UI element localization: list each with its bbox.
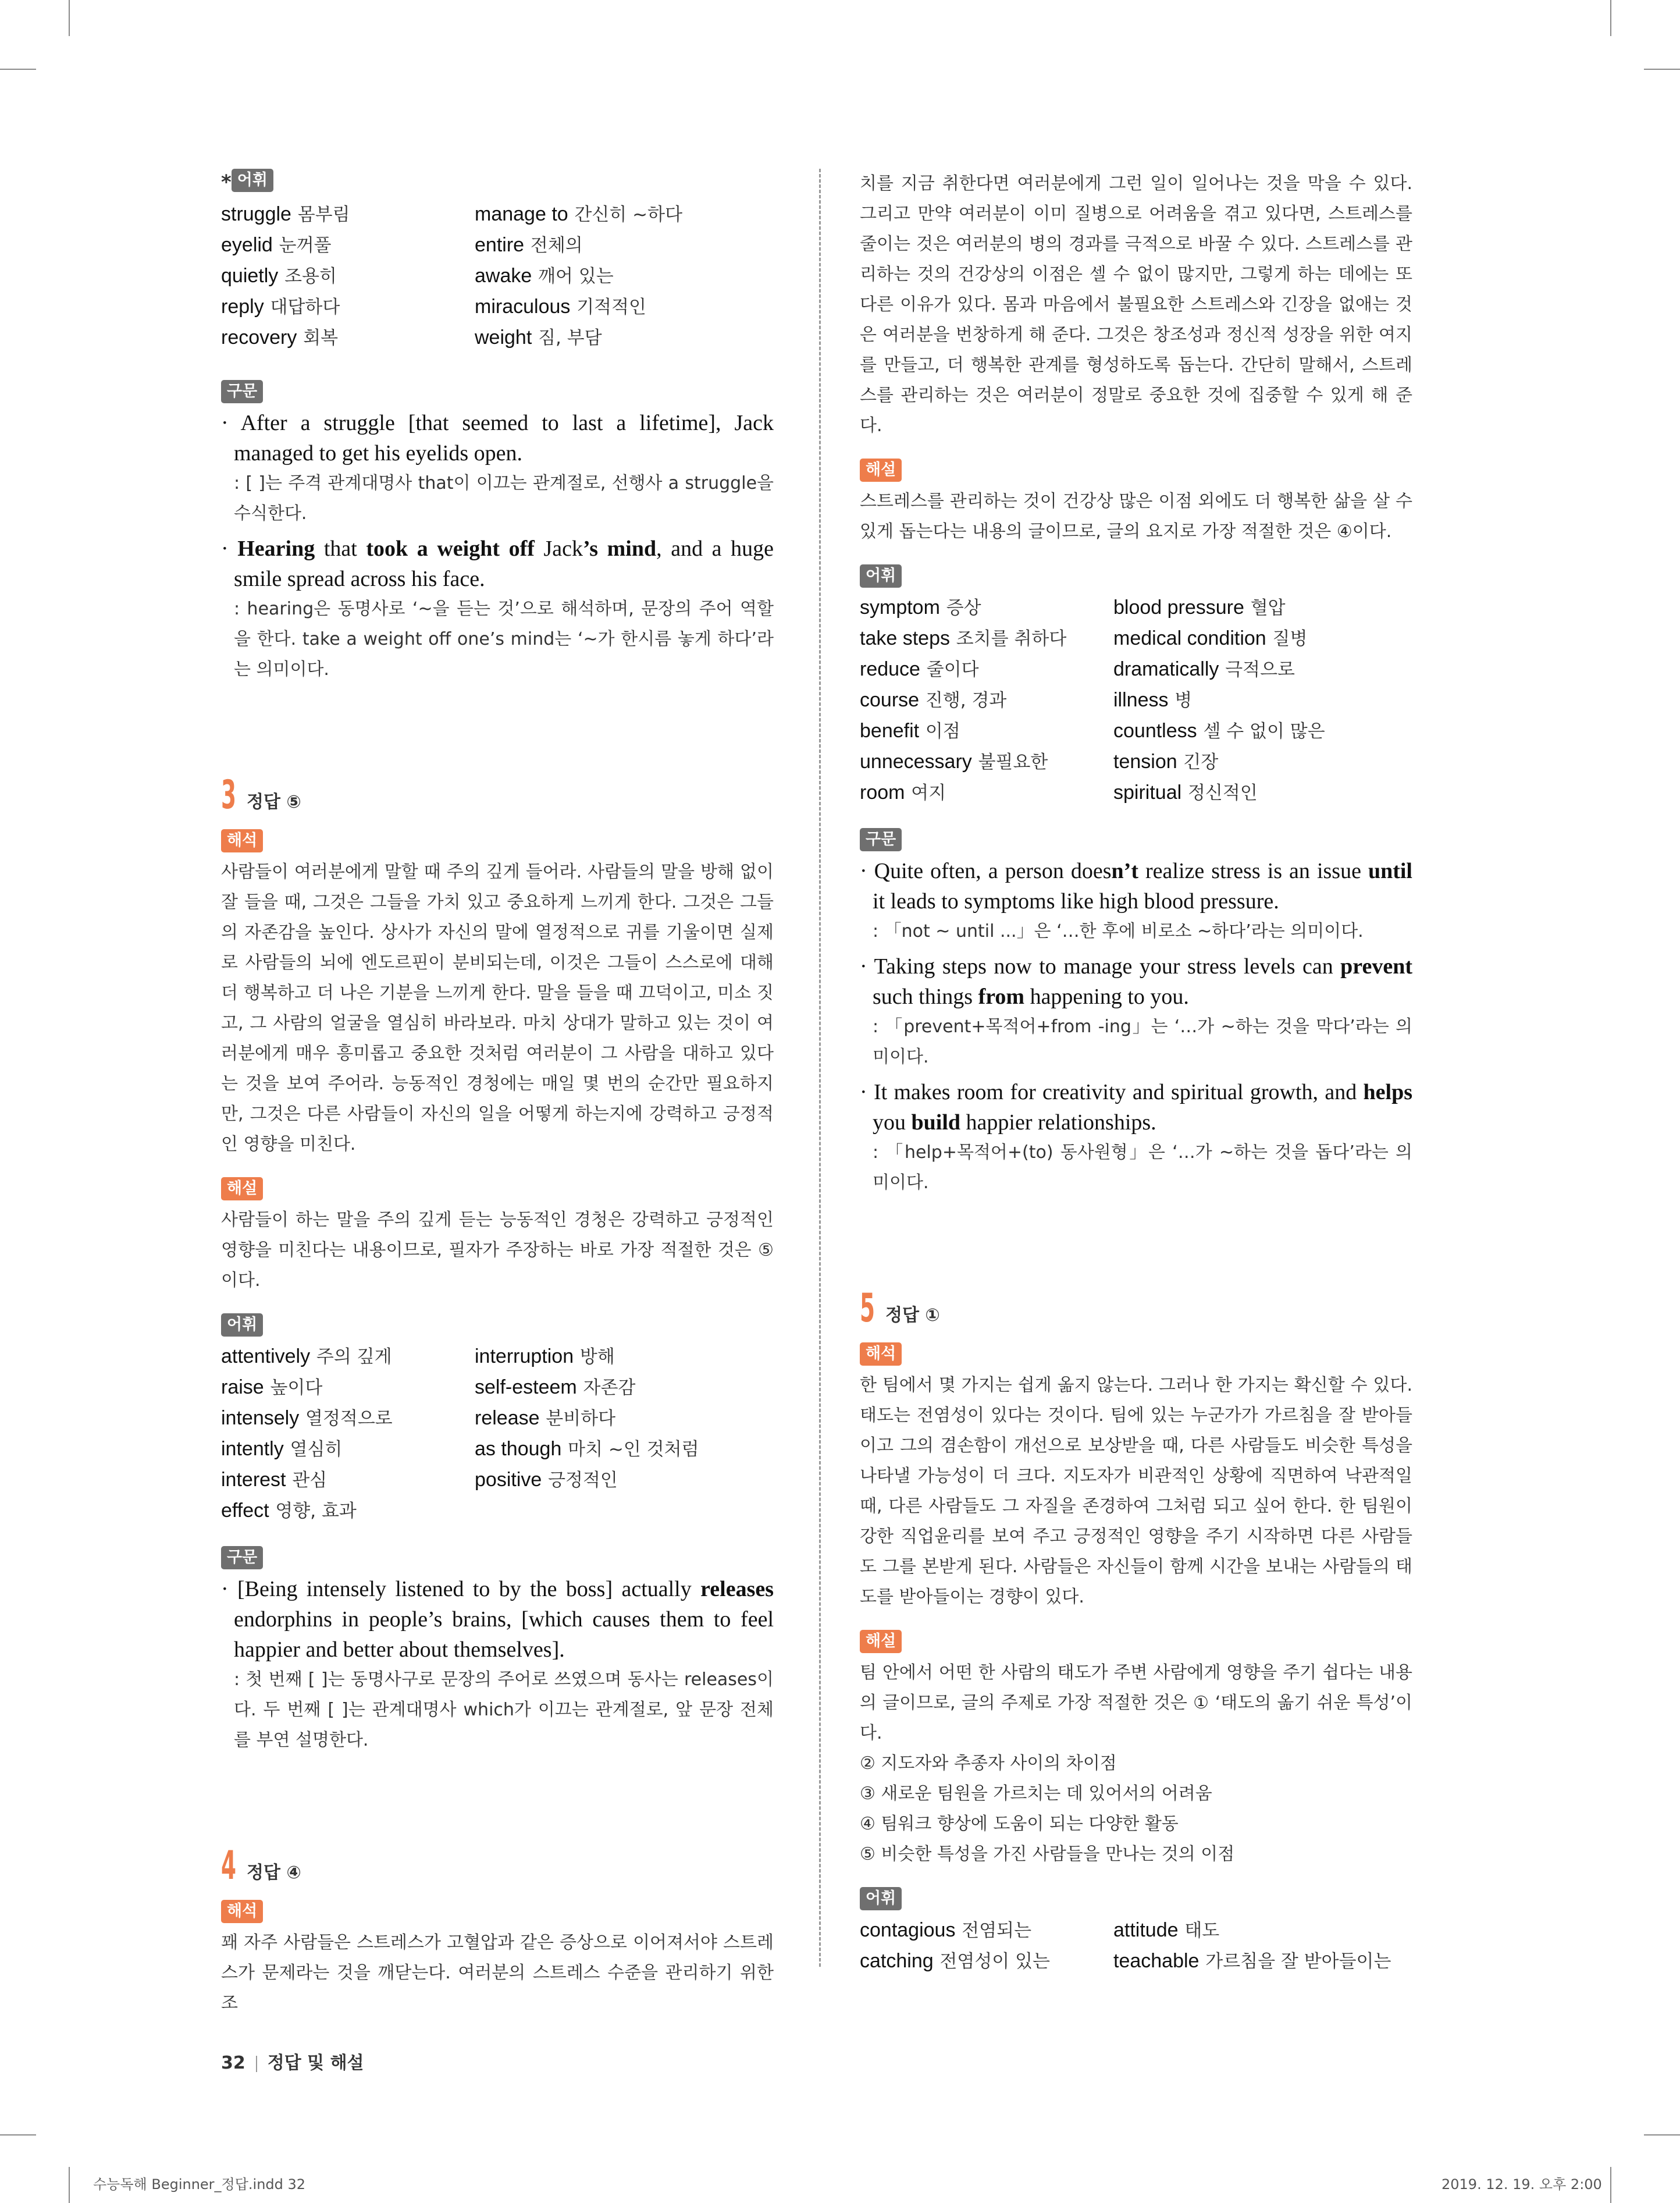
haeseol-tag: 해설 <box>221 1177 263 1200</box>
translation-text: 한 팀에서 몇 가지는 쉽게 옮지 않는다. 그러나 한 가지는 확신할 수 있다. 태도는 전염성이 있다는 것이다. 팀에 있는 누군가가 가르침을 잘 받아들이고 그의 겸손함이 개선으로 보상받을 때, 다른 사람들도 비슷한 특성을 나타낼 가능성이 더 크다. 지도자가 비관적인 상황에 직면하여 낙관적일 때, 다른 사람들도 그 자질을 존경하여 그처럼 되고 싶어 한다. 한 팀원이 강한 직업윤리를 보여 주고 긍정적인 영향을 주기 시작하면 다른 사람들도 그를 본받게 된다. 사람들은 자신들이 함께 시간을 보내는 사람들의 태도를 받아들이는 경향이 있다. <box>860 1375 1412 1607</box>
vocab-word: release <box>475 1406 540 1429</box>
crop-mark-bottom-right-h <box>1644 2134 1680 2136</box>
gumun-header <box>221 380 774 403</box>
bold-text: until <box>1368 859 1412 883</box>
question-number: 5 <box>860 1285 875 1331</box>
gumun-header <box>221 1546 774 1569</box>
vocab-item <box>475 230 774 261</box>
vocab-list-3 <box>221 1341 774 1526</box>
right-column <box>860 169 1412 1977</box>
sentence-text: Taking steps now to manage your stress levels can <box>874 954 1341 979</box>
haeseok-header <box>221 1900 774 1923</box>
vocab-word: entire <box>475 233 525 256</box>
crop-mark-top-left-h <box>0 69 36 70</box>
vocab-item <box>221 1341 475 1372</box>
vocab-meaning: 여지 <box>911 783 946 804</box>
haeseol-header <box>860 1630 1412 1653</box>
haeseol-header <box>221 1177 774 1200</box>
vocab-word: positive <box>475 1468 542 1491</box>
sentence-text: endorphins in people’s brains, [which causes them to feel happier and better about themselves]. <box>234 1607 774 1662</box>
vocab-item <box>475 292 774 322</box>
sentence-2: · Hearing that took a weight off Jack’s mind, and a huge smile spread across his face. <box>221 536 774 591</box>
haeseol-tag: 해설 <box>860 1630 902 1653</box>
haeseok-tag: 해석 <box>221 1900 263 1923</box>
haeseok-tag: 해석 <box>860 1342 902 1366</box>
vocab-tag: 어휘 <box>221 1313 263 1337</box>
vocab-item <box>860 1946 1113 1977</box>
vocab-meaning: 간신히 ~하다 <box>574 204 683 225</box>
gumun-header <box>860 828 1412 851</box>
vocab-word: miraculous <box>475 295 571 318</box>
vocab-meaning: 자존감 <box>583 1377 636 1398</box>
sentence-note-3: : 「help+목적어+(to) 동사원형」은 ‘…가 ~하는 것을 돕다’라는 의미이다. <box>873 1142 1412 1193</box>
vocab-meaning: 진행, 경과 <box>925 690 1007 711</box>
vocab-item <box>860 623 1113 654</box>
vocab-word: unnecessary <box>860 751 972 773</box>
vocab-meaning: 주의 깊게 <box>316 1346 392 1367</box>
vocab-meaning: 마치 ~인 것처럼 <box>568 1438 699 1460</box>
sentence-text: that <box>315 536 366 561</box>
vocab-item <box>221 1434 475 1465</box>
vocab-word: illness <box>1113 689 1169 711</box>
vocab-meaning: 관심 <box>292 1469 328 1491</box>
vocab-list-5 <box>860 1915 1412 1977</box>
vocab-meaning: 이점 <box>925 721 960 742</box>
vocab-item <box>860 1915 1113 1946</box>
crop-mark-bottom-left-h <box>0 2134 36 2136</box>
vocab-word: manage to <box>475 202 568 225</box>
vocab-item <box>860 747 1113 777</box>
print-slug-date: 2019. 12. 19. 오후 2:00 <box>1441 2176 1602 2193</box>
vocab-meaning: 정신적인 <box>1187 783 1258 804</box>
answer-label: 정답 ① <box>885 1305 940 1326</box>
vocab-item <box>221 1403 475 1434</box>
sentence-3: · It makes room for creativity and spiritual growth, and helps you build happier relationships. <box>860 1080 1412 1135</box>
question-3-header <box>221 772 774 819</box>
vocab-item <box>221 199 475 230</box>
vocab-meaning: 조치를 취하다 <box>956 628 1067 649</box>
vocab-meaning: 전체의 <box>530 234 583 256</box>
vocab-word: contagious <box>860 1919 956 1941</box>
sentence-text: Jack <box>534 536 583 561</box>
crop-mark-bottom-right <box>1610 2167 1611 2203</box>
vocab-word: raise <box>221 1376 264 1398</box>
sentence-1: · [Being intensely listened to by the boss] actually releases endorphins in people’s brains, [which causes them to feel happier and better about themselves]. <box>221 1576 774 1662</box>
vocab-meaning: 혈압 <box>1250 598 1286 619</box>
star-mark: * <box>221 170 232 194</box>
vocab-meaning: 가르침을 잘 받아들이는 <box>1205 1951 1391 1972</box>
sentence-1: · After a struggle [that seemed to last a lifetime], Jack managed to get his eyelids open. <box>221 410 774 466</box>
vocab-word: take steps <box>860 627 950 649</box>
vocab-item <box>221 1372 475 1403</box>
vocab-meaning: 줄이다 <box>926 659 979 680</box>
haeseol-header <box>860 459 1412 482</box>
sentence-text: After a struggle [that seemed to last a lifetime], Jack managed to get his eyelids open. <box>234 410 774 466</box>
gumun-tag: 구문 <box>221 380 263 403</box>
vocab-word: weight <box>475 326 532 349</box>
vocab-header <box>221 1313 774 1337</box>
haeseok-header <box>221 829 774 852</box>
page-footer <box>221 2048 364 2074</box>
haeseol-tag: 해설 <box>860 459 902 482</box>
vocab-item <box>221 230 475 261</box>
explanation-text: 팀 안에서 어떤 한 사람의 태도가 주변 사람에게 영향을 주기 쉽다는 내용의 글이므로, 글의 주제로 가장 적절한 것은 ① ‘태도의 옮기 쉬운 특성’이다. <box>860 1662 1412 1743</box>
vocab-meaning: 깨어 있는 <box>538 265 614 287</box>
vocab-word: eyelid <box>221 233 273 256</box>
bold-text: build <box>911 1110 961 1135</box>
vocab-meaning: 셀 수 없이 많은 <box>1203 721 1325 742</box>
vocab-word: course <box>860 689 920 711</box>
vocab-header <box>860 1887 1412 1910</box>
vocab-meaning: 질병 <box>1272 628 1308 649</box>
vocab-item <box>1113 1946 1412 1977</box>
vocab-item <box>860 654 1113 685</box>
gumun-tag: 구문 <box>860 828 902 851</box>
vocab-meaning: 눈꺼풀 <box>279 234 332 256</box>
option-item: ③ 새로운 팀원을 가르치는 데 있어서의 어려움 <box>860 1783 1212 1804</box>
options-list <box>860 1749 1412 1870</box>
translation-continued: 치를 지금 취한다면 여러분에게 그런 일이 일어나는 것을 막을 수 있다. 그리고 만약 여러분이 이미 질병으로 어려움을 겪고 있다면, 스트레스를 줄이는 것은 여러분의 병의 경과를 극적으로 바꿀 수 있다. 스트레스를 관리하는 것의 건강상의 이점은 셀 수 없이 많지만, 그렇게 하는 데에는 또 다른 이유가 있다. 몸과 마음에서 불필요한 스트레스와 긴장을 없애는 것은 여러분을 번창하게 해 준다. 그것은 창조성과 정신적 성장을 위한 여지를 만들고, 더 행복한 관계를 형성하도록 돕는다. 간단히 말해서, 스트레스를 관리하는 것은 여러분이 정말로 중요한 것에 집중할 수 있게 해 준다. <box>860 173 1412 436</box>
vocab-tag: 어휘 <box>232 169 273 192</box>
vocab-word: countless <box>1113 720 1197 742</box>
sentence-text: It makes room for creativity and spiritual growth, and <box>873 1080 1364 1104</box>
vocab-item <box>860 716 1113 747</box>
bold-text: n’t <box>1111 859 1138 883</box>
question-5-header <box>860 1285 1412 1332</box>
answer-label: 정답 ④ <box>247 1862 301 1883</box>
sentence-text: , and a huge smile spread across his face. <box>234 536 774 591</box>
section-title: 정답 및 해설 <box>267 2053 364 2073</box>
vocab-meaning: 열정적으로 <box>305 1408 393 1429</box>
vocab-word: reply <box>221 295 264 318</box>
vocab-list-4 <box>860 592 1412 808</box>
vocab-word: teachable <box>1113 1950 1200 1972</box>
translation-text: 사람들이 여러분에게 말할 때 주의 깊게 들어라. 사람들의 말을 방해 없이 잘 들을 때, 그것은 그들을 가치 있고 중요하게 느끼게 한다. 그것은 그들의 자존감을 높인다. 상사가 자신의 말에 열정적으로 귀를 기울이면 실제로 사람들의 뇌에 엔도르핀이 분비되는데, 이것은 그들이 스스로에 대해 더 행복하고 더 나은 기분을 느끼게 한다. 말을 들을 때 끄덕이고, 미소 짓고, 그 사람의 얼굴을 열심히 바라보라. 마치 상대가 말하고 있는 것이 여러분에게 매우 흥미롭고 중요한 것처럼 여러분이 그 사람을 대하고 있다는 것을 보여 주어라. 능동적인 경청에는 매일 몇 번의 순간만 필요하지만, 그것은 다른 사람들이 자신의 일을 어떻게 하는지에 강력하고 긍정적인 영향을 미친다. <box>221 861 774 1154</box>
vocab-word: attentively <box>221 1345 311 1367</box>
print-slug-file: 수능독해 Beginner_정답.indd 32 <box>93 2176 306 2193</box>
vocab-meaning: 전염되는 <box>962 1920 1032 1941</box>
vocab-word: room <box>860 781 905 804</box>
question-4-header <box>221 1843 774 1889</box>
sentence-text: realize stress is an issue <box>1138 859 1368 883</box>
vocab-word: self-esteem <box>475 1376 577 1398</box>
bold-text: prevent <box>1340 954 1413 979</box>
vocab-meaning: 몸부림 <box>297 204 350 225</box>
vocab-meaning: 극적으로 <box>1225 659 1295 680</box>
vocab-word: dramatically <box>1113 658 1219 680</box>
vocab-item <box>1113 747 1412 777</box>
crop-mark-top-right-h <box>1644 69 1680 70</box>
vocab-meaning: 대답하다 <box>270 296 340 318</box>
vocab-item <box>221 292 475 322</box>
sentence-text: happier relationships. <box>960 1110 1156 1135</box>
vocab-meaning: 병 <box>1174 690 1193 711</box>
vocab-item <box>475 1372 774 1403</box>
vocab-meaning: 분비하다 <box>546 1408 616 1429</box>
vocab-meaning: 긍정적인 <box>548 1469 618 1491</box>
sentence-note-1: : 「not ~ until ...」은 ‘…한 후에 비로소 ~하다’라는 의미이다. <box>873 921 1364 941</box>
sentence-text: happening to you. <box>1024 985 1189 1009</box>
sentence-text: [Being intensely listened to by the boss] actually <box>237 1576 701 1601</box>
vocab-item <box>1113 777 1412 808</box>
vocab-meaning: 짐, 부담 <box>538 327 602 349</box>
vocab-word: interest <box>221 1468 286 1491</box>
sentence-note-2: : hearing은 동명사로 ‘~을 듣는 것’으로 해석하며, 문장의 주어 역할을 한다. take a weight off one’s mind는 ‘~가 한시름 놓게 하다’라는 의미이다. <box>234 598 774 680</box>
sentence-text: Quite often, a person does <box>874 859 1112 883</box>
vocab-meaning: 영향, 효과 <box>275 1500 357 1522</box>
translation-text: 꽤 자주 사람들은 스트레스가 고혈압과 같은 증상으로 이어져서야 스트레스가 문제라는 것을 깨닫는다. 여러분의 스트레스 수준을 관리하기 위한 조 <box>221 1932 774 2013</box>
vocab-item <box>475 322 774 353</box>
vocab-item <box>221 322 475 353</box>
vocab-word: intently <box>221 1437 284 1460</box>
haeseok-tag: 해석 <box>221 829 263 852</box>
bold-text: took a weight off <box>366 536 535 561</box>
vocab-item <box>475 261 774 292</box>
vocab-meaning: 전염성이 있는 <box>939 1951 1050 1972</box>
vocab-item <box>475 1465 774 1495</box>
sentence-2: · Taking steps now to manage your stress levels can prevent such things from happening to you. <box>860 954 1413 1009</box>
crop-mark-top-right <box>1610 0 1611 36</box>
vocab-item <box>475 1434 774 1465</box>
vocab-header <box>221 169 774 194</box>
vocab-meaning: 조용히 <box>284 265 337 287</box>
vocab-word: medical condition <box>1113 627 1266 649</box>
vocab-word: effect <box>221 1499 269 1522</box>
vocab-item <box>860 777 1113 808</box>
vocab-meaning: 회복 <box>303 327 339 349</box>
vocab-word: attitude <box>1113 1919 1179 1941</box>
vocab-meaning: 태도 <box>1184 1920 1220 1941</box>
question-number: 3 <box>221 772 237 818</box>
vocab-item <box>1113 623 1412 654</box>
vocab-item <box>475 1495 774 1526</box>
vocab-item <box>1113 592 1412 623</box>
vocab-tag: 어휘 <box>860 1887 902 1910</box>
vocab-meaning: 증상 <box>946 598 981 619</box>
sentence-note-2: : 「prevent+목적어+from -ing」는 ‘…가 ~하는 것을 막다’라는 의미이다. <box>873 1017 1412 1067</box>
vocab-item <box>860 592 1113 623</box>
vocab-meaning: 방해 <box>579 1346 615 1367</box>
haeseok-header <box>860 1342 1412 1366</box>
bold-text: ’s mind <box>583 536 657 561</box>
question-number: 4 <box>221 1842 237 1889</box>
vocab-word: interruption <box>475 1345 574 1367</box>
gumun-tag: 구문 <box>221 1546 263 1569</box>
vocab-word: recovery <box>221 326 297 349</box>
option-item: ④ 팀워크 향상에 도움이 되는 다양한 활동 <box>860 1814 1179 1834</box>
vocab-word: tension <box>1113 751 1177 773</box>
vocab-meaning: 열심히 <box>290 1438 343 1460</box>
option-item: ⑤ 비슷한 특성을 가진 사람들을 만나는 것의 이점 <box>860 1844 1235 1864</box>
vocab-item <box>1113 654 1412 685</box>
sentence-text: you <box>873 1110 912 1135</box>
sentence-note-1: : [ ]는 주격 관계대명사 that이 이끄는 관계절로, 선행사 a struggle을 수식한다. <box>234 472 774 524</box>
vocab-word: catching <box>860 1950 934 1972</box>
left-column <box>221 169 774 2019</box>
crop-mark-top-left <box>69 0 70 36</box>
vocab-word: symptom <box>860 596 940 619</box>
footer-separator <box>256 2056 257 2072</box>
answer-label: 정답 ⑤ <box>247 791 301 812</box>
vocab-word: blood pressure <box>1113 596 1244 619</box>
option-item: ② 지도자와 추종자 사이의 차이점 <box>860 1753 1117 1774</box>
vocab-word: awake <box>475 264 532 287</box>
vocab-meaning: 긴장 <box>1183 752 1219 773</box>
vocab-meaning: 기적적인 <box>576 296 646 318</box>
vocab-word: spiritual <box>1113 781 1182 804</box>
vocab-word: struggle <box>221 202 291 225</box>
bold-text: helps <box>1363 1080 1412 1104</box>
vocab-tag: 어휘 <box>860 564 902 588</box>
vocab-list-1 <box>221 199 774 353</box>
vocab-word: benefit <box>860 720 920 742</box>
crop-mark-bottom-left <box>69 2167 70 2203</box>
vocab-item <box>475 1403 774 1434</box>
vocab-item <box>860 685 1113 716</box>
explanation-text: 사람들이 하는 말을 주의 깊게 듣는 능동적인 경청은 강력하고 긍정적인 영향을 미친다는 내용이므로, 필자가 주장하는 바로 가장 적절한 것은 ⑤이다. <box>221 1209 774 1291</box>
vocab-item <box>1113 1915 1412 1946</box>
bold-text: from <box>978 985 1025 1009</box>
explanation-text: 스트레스를 관리하는 것이 건강상 많은 이점 외에도 더 행복한 삶을 살 수 있게 돕는다는 내용의 글이므로, 글의 요지로 가장 적절한 것은 ④이다. <box>860 491 1412 542</box>
vocab-header <box>860 564 1412 588</box>
sentence-text: such things <box>873 985 978 1009</box>
vocab-item <box>221 1495 475 1526</box>
vocab-item <box>221 1465 475 1495</box>
vocab-word: quietly <box>221 264 279 287</box>
column-divider <box>819 169 821 1967</box>
sentence-text: it leads to symptoms like high blood pressure. <box>873 889 1279 914</box>
vocab-word: intensely <box>221 1406 300 1429</box>
bold-text: Hearing <box>237 536 315 561</box>
vocab-item <box>475 199 774 230</box>
vocab-word: as though <box>475 1437 562 1460</box>
vocab-item <box>475 1341 774 1372</box>
vocab-item <box>221 261 475 292</box>
bold-text: releases <box>700 1576 774 1601</box>
sentence-note: : 첫 번째 [ ]는 동명사구로 문장의 주어로 쓰였으며 동사는 releases이다. 두 번째 [ ]는 관계대명사 which가 이끄는 관계절로, 앞 문장 전체를 부연 설명한다. <box>234 1669 774 1750</box>
page-number: 32 <box>221 2053 245 2073</box>
sentence-1: · Quite often, a person doesn’t realize stress is an issue until it leads to symptoms like high blood pressure. <box>860 859 1412 914</box>
vocab-word: reduce <box>860 658 920 680</box>
vocab-item <box>1113 685 1412 716</box>
vocab-meaning: 높이다 <box>270 1377 323 1398</box>
vocab-meaning: 불필요한 <box>978 752 1048 773</box>
vocab-item <box>1113 716 1412 747</box>
